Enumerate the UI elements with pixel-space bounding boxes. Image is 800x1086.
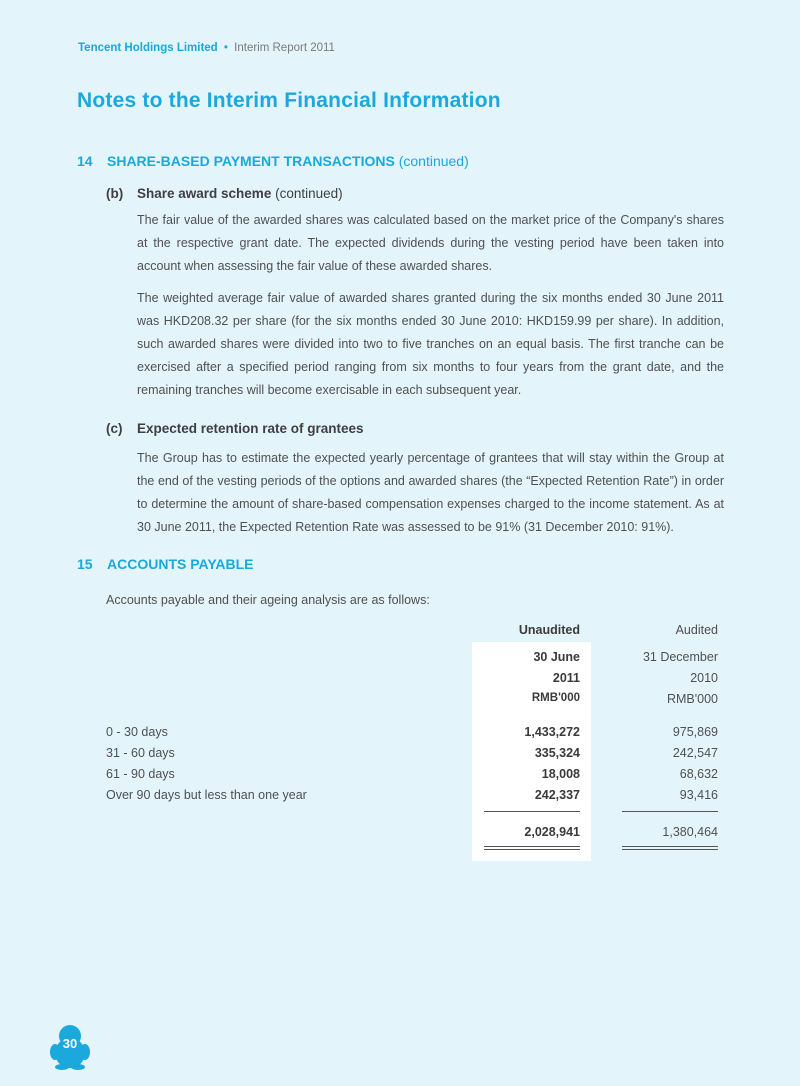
row-value-2011: 242,337 [534,788,580,802]
row-value-2010: 242,547 [672,746,718,760]
subsection-title: Share award scheme [137,186,272,201]
col-header-year: 2011 [552,671,580,685]
table-intro: Accounts payable and their ageing analysis are as follows: [106,593,430,607]
section-14-heading [77,153,469,169]
subsection-continued: (continued) [275,186,343,201]
subsection-label: (c) [106,421,123,436]
section-continued: (continued) [398,153,469,169]
page-title: Notes to the Interim Financial Information [77,89,501,112]
paragraph-weighted-average: The weighted average fair value of awarded shares granted during the six months ended 30 June 2011 was HKD208.32 per share (for the six months ended 30 June 2010: HKD159.99 per share). In addition, such awarded shares were divided into two to five tranches on an equal basis. The first tranche can be exercised after a specified period ranging from six months to four years from the grant date, and the remaining tranches will become exercisable in each subsequent year. [137,291,724,397]
page-number: 30 [62,1036,78,1051]
row-value-2010: 93,416 [679,788,718,802]
row-value-2011: 335,324 [534,746,580,760]
header-separator: • [223,42,228,54]
report-name: Interim Report 2011 [234,42,335,54]
subtotal-rule [622,811,718,812]
col-header-date: 30 June [533,650,580,664]
subsection-label: (b) [106,186,124,201]
col-header-status: Audited [675,623,718,637]
total-double-rule [622,846,718,847]
total-double-rule [484,849,580,850]
row-value-2010: 68,632 [679,767,718,781]
row-value-2010: 975,869 [672,725,718,739]
section-title: SHARE-BASED PAYMENT TRANSACTIONS [107,153,395,169]
subsection-title: Expected retention rate of grantees [137,421,364,436]
subsection-b-heading [106,186,343,201]
subsection-c-heading [106,421,364,436]
subtotal-rule [484,811,580,812]
total-2010: 1,380,464 [662,825,718,839]
col-header-year: 2010 [690,671,718,685]
row-label: 0 - 30 days [106,725,168,739]
section-15-heading [77,556,254,572]
row-value-2011: 18,008 [541,767,580,781]
company-name: Tencent Holdings Limited [78,42,218,54]
section-title: ACCOUNTS PAYABLE [107,556,254,572]
section-number: 15 [77,556,93,572]
row-value-2011: 1,433,272 [524,725,580,739]
total-2011: 2,028,941 [524,825,580,839]
total-double-rule [484,846,580,847]
paragraph-retention-rate: The Group has to estimate the expected yearly percentage of grantees that will stay within the Group at the end of the vesting periods of the options and awarded shares (the “Expected Retention Rate”) in order to determine the amount of share-based compensation expenses charged to the income statement. As at 30 June 2011, the Expected Retention Rate was assessed to be 91% (31 December 2010: 91%). [137,451,724,534]
col-header-date: 31 December [642,650,718,664]
col-header-status: Unaudited [518,623,580,637]
row-label: 61 - 90 days [106,767,175,781]
col-header-unit: RMB'000 [666,692,718,706]
total-double-rule [622,849,718,850]
col-header-unit: RMB'000 [531,692,580,704]
row-label: Over 90 days but less than one year [106,788,307,802]
section-number: 14 [77,153,93,169]
row-label: 31 - 60 days [106,746,175,760]
running-header [78,42,335,54]
paragraph-fair-value: The fair value of the awarded shares was calculated based on the market price of the Company's shares at the respective grant date. The expected dividends during the vesting period have been taken into account when assessing the fair value of these awarded shares. [137,213,724,273]
